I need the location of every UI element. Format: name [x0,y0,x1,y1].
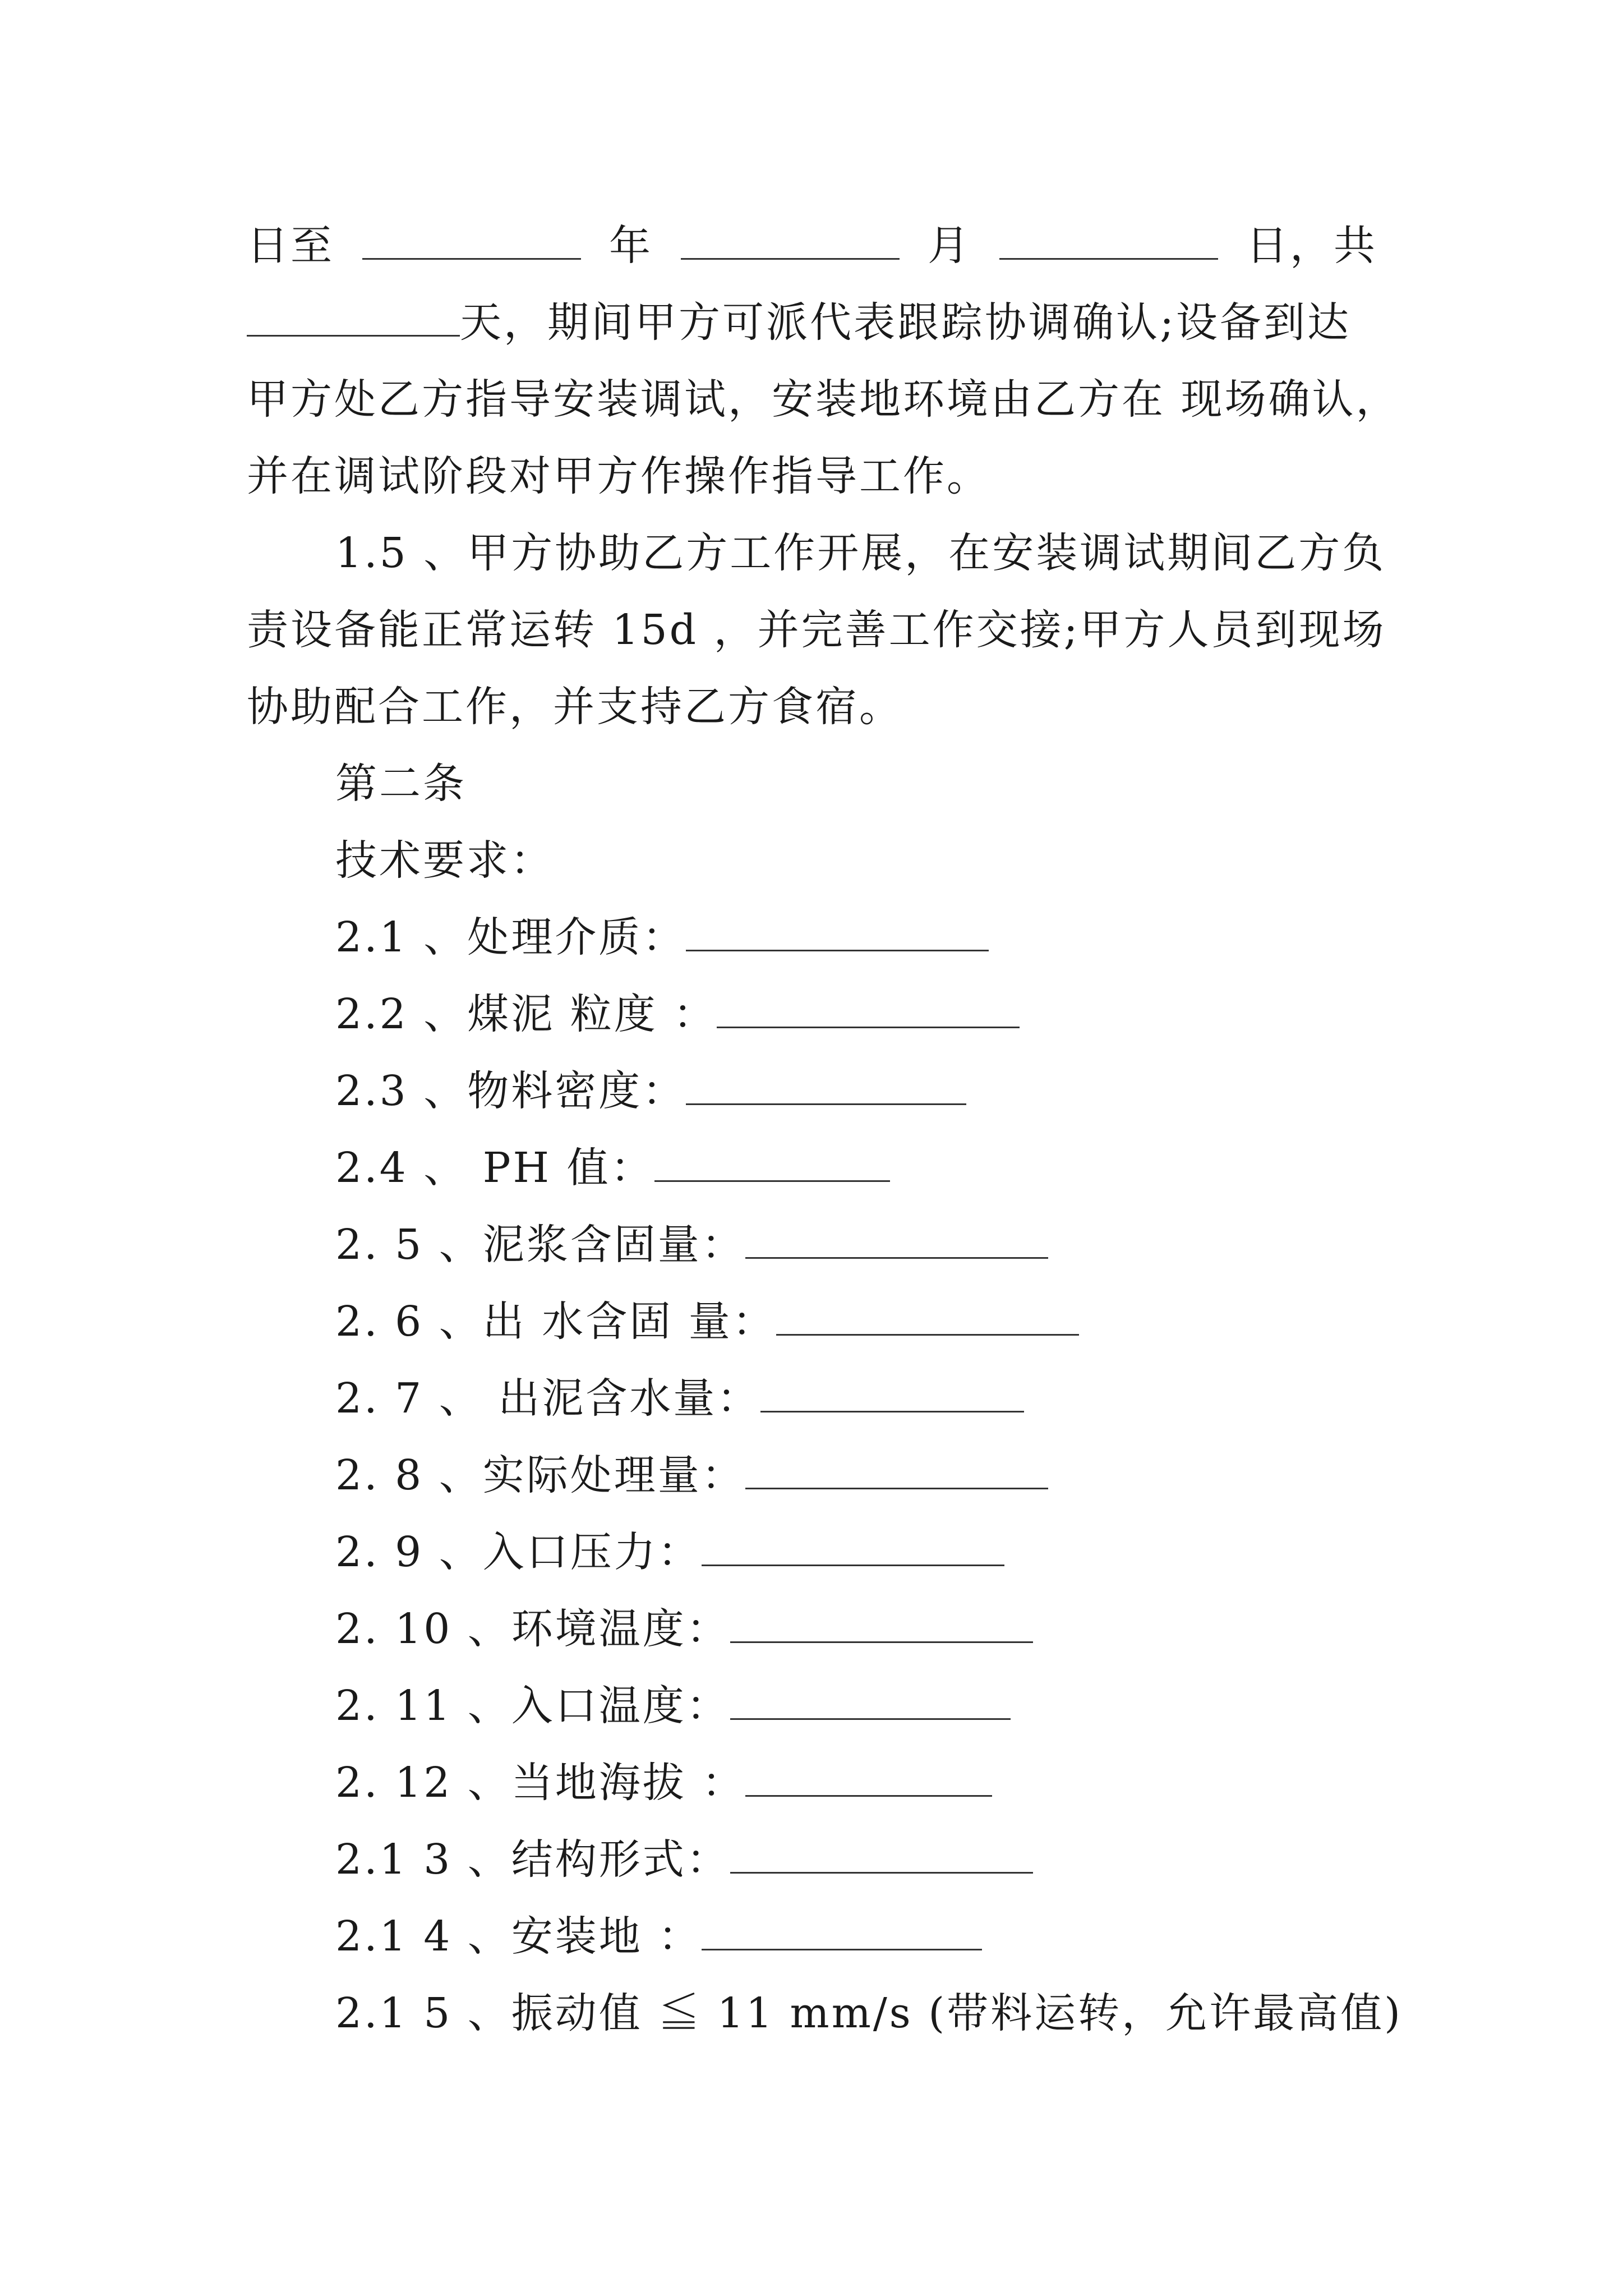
list-item [335,909,989,965]
item-blank [730,1837,1033,1874]
article-title: 第二条 [335,760,467,808]
days-line-text: 天，期间甲方可派代表跟踪协调确认;设备到达 [460,298,1351,347]
item-blank [760,1376,1024,1412]
list-item [335,1217,1048,1273]
item-blank [717,992,1020,1028]
install-line: 甲方处乙方指导安装调试，安装地环境由乙方在 现场确认， [247,375,1400,424]
list-item [335,1140,890,1196]
item-blank [702,1914,982,1950]
item-label: 2.1 4 、安装地 ： [335,1912,702,1961]
item-blank [654,1145,890,1182]
list-item [335,1294,1079,1350]
date-start-text: 日至 [247,222,334,270]
item-blank [745,1222,1048,1259]
item-blank [686,915,989,951]
days-line [247,295,1351,351]
item-label: 2. 12 、当地海拔 ： [335,1759,746,1807]
item-label: 2.1 、处理介质： [335,913,686,961]
item-label: 2.1 3 、结构形式： [335,1835,730,1884]
item-label: 2.2 、煤泥 粒度 ： [335,990,717,1038]
list-item [335,1524,1004,1580]
article-subtitle: 技术要求： [335,836,554,885]
list-item [335,1678,1011,1734]
list-item [335,1370,1024,1427]
item-label: 2. 5 、泥浆含固量： [335,1221,745,1269]
clause-1-5-line-1: 1.5 、甲方协助乙方工作开展，在安装调试期间乙方负 [335,529,1386,577]
item-label: 2. 11 、入口温度： [335,1682,730,1730]
item-blank [686,1069,966,1105]
list-item [335,1755,992,1811]
item-blank [776,1299,1079,1336]
list-item: 2.1 5 、振动值 ≦ 11 mm/s (带料运转，允许最高值) [335,1989,1403,2037]
item-label: 2. 10 、环境温度： [335,1605,730,1653]
item-blank [745,1453,1048,1489]
item-blank [730,1683,1011,1720]
day-total-text: 日，共 [1246,222,1377,270]
list-item [335,1447,1048,1503]
item-label: 2. 9 、入口压力： [335,1528,702,1576]
list-item [335,1063,966,1119]
item-label: 2. 7 、 出泥含水量： [335,1374,761,1423]
guidance-line: 并在调试阶段对甲方作操作指导工作。 [247,452,990,500]
item-blank [730,1607,1033,1643]
year-blank [362,223,581,260]
item-label: 2.4 、 PH 值： [335,1144,654,1192]
month-blank [681,223,900,260]
list-item [335,1908,982,1964]
clause-1-5-line-2: 责设备能正常运转 15d ，并完善工作交接;甲方人员到现场 [247,606,1386,654]
list-item [335,986,1020,1042]
item-label: 2. 6 、出 水含固 量： [335,1297,776,1346]
item-label: 2. 8 、实际处理量： [335,1451,745,1499]
clause-1-5-line-3: 协助配合工作，并支持乙方食宿。 [247,683,903,731]
days-blank [247,300,460,337]
day-blank [999,223,1218,260]
month-text: 月 [928,222,971,270]
list-item [335,1601,1033,1657]
item-blank [745,1760,992,1797]
item-blank [702,1530,1004,1566]
year-text: 年 [609,222,653,270]
item-label: 2.3 、物料密度： [335,1067,686,1115]
date-range-line [247,218,1377,274]
list-item [335,1832,1033,1888]
